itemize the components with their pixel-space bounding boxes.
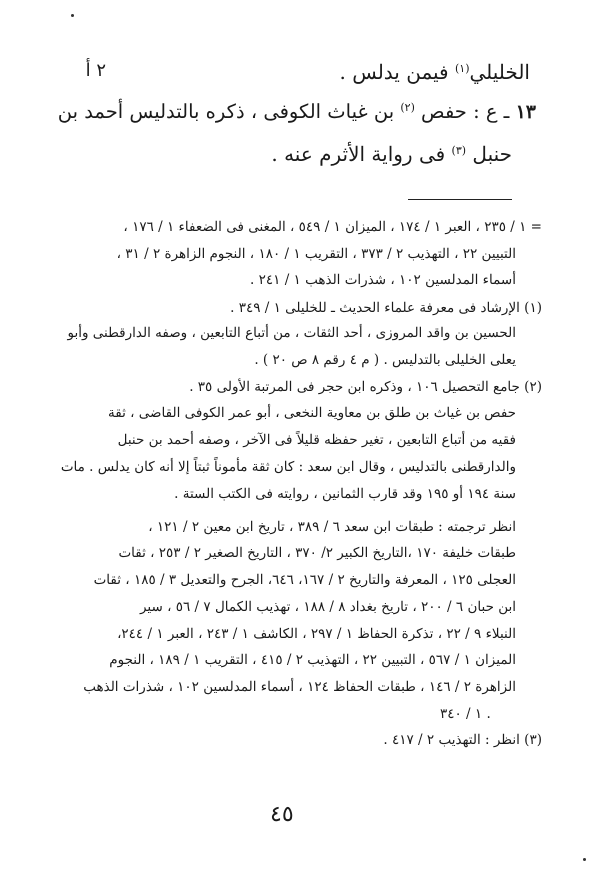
footnote-ref-2: (٢) bbox=[400, 101, 415, 114]
footnote-line: (٢) جامع التحصيل ١٠٦ ، وذكره ابن حجر فى المرتبة الأولى ٣٥ . bbox=[189, 379, 542, 395]
scan-speck bbox=[71, 14, 74, 17]
footnote-line: النبلاء ٩ / ٢٢ ، تذكرة الحفاظ ١ / ٢٩٧ ، الكاشف ١ / ٢٤٣ ، العبر ١ / ٢٤٤، bbox=[117, 626, 516, 642]
entry-13-text-c: حنبل bbox=[466, 142, 512, 166]
footnote-ref-3: (٣) bbox=[451, 144, 467, 157]
footnote-line: انظر ترجمته : طبقات ابن سعد ٦ / ٣٨٩ ، تاريخ ابن معين ٢ / ١٢١ ، bbox=[148, 519, 516, 535]
footnote-line: = ١ / ٢٣٥ ، العبر ١ / ١٧٤ ، الميزان ١ / ٥٤٩ ، المغنى فى الضعفاء ١ / ١٧٦ ، bbox=[123, 219, 542, 235]
footnote-line: (٣) انظر : التهذيب ٢ / ٤١٧ . bbox=[383, 732, 542, 748]
footnote-line: حفص بن غياث بن طلق بن معاوية النخعى ، أبو عمر الكوفى القاضى ، ثقة bbox=[108, 405, 516, 421]
footnote-line: الحسين بن واقد المروزى ، أحد الثقات ، من أتباع التابعين ، وصفه الدارقطنى وأبو bbox=[67, 325, 516, 341]
footnote-line: فقيه من أتباع التابعين ، تغير حفظه قليلاً فى الآخر ، وصفه أحمد بن حنبل bbox=[117, 432, 516, 448]
footnote-line: التبيين ٢٢ ، التهذيب ٢ / ٣٧٣ ، التقريب ١ / ١٨٠ ، النجوم الزاهرة ٢ / ٣١ ، bbox=[116, 246, 516, 262]
footnote-line: طبقات خليفة ١٧٠ ،التاريخ الكبير ٢/ ٣٧٠ ، التاريخ الصغير ٢ / ٢٥٣ ، ثقات bbox=[118, 545, 516, 561]
footnote-separator bbox=[408, 199, 512, 200]
footnote-line: يعلى الخليلى بالتدليس . ( م ٤ رقم ٨ ص ٢٠ ) . bbox=[254, 352, 516, 368]
footnote-line: الزاهرة ٢ / ١٤٦ ، طبقات الحفاظ ١٢٤ ، أسماء المدلسين ١٠٢ ، شذرات الذهب bbox=[83, 679, 516, 695]
entry-13-text-a: ـ ع : حفص bbox=[414, 100, 516, 123]
entry-13-text-b: بن غياث الكوفى ، ذكره بالتدليس أحمد بن bbox=[57, 100, 401, 123]
footnote-line: والدارقطنى بالتدليس ، وقال ابن سعد : كان ثقة مأموناً ثبتاً إلا أنه كان يدلس . مات bbox=[60, 459, 516, 475]
entry-13-line-2 bbox=[271, 142, 512, 166]
footnote-line: العجلى ١٢٥ ، المعرفة والتاريخ ٢ / ١٦٧، ٦٤٦، الجرح والتعديل ٣ / ١٨٥ ، ثقات bbox=[93, 572, 516, 588]
page-number: ٤٥ bbox=[270, 802, 294, 827]
main-line-1-after: فيمن يدلس . bbox=[339, 60, 455, 84]
footnote-line: ١ / ٣٤٠ . bbox=[440, 706, 491, 722]
main-line-1-before: الخليلي bbox=[469, 60, 530, 84]
footnote-line: سنة ١٩٤ أو ١٩٥ وقد قارب الثمانين ، روايته فى الكتب الستة . bbox=[174, 486, 516, 502]
footnote-line: الميزان ١ / ٥٦٧ ، التبيين ٢٢ ، التهذيب ٢ / ٤١٥ ، التقريب ١ / ١٨٩ ، النجوم bbox=[109, 652, 516, 668]
footnote-line: ابن حبان ٦ / ٢٠٠ ، تاريخ بغداد ٨ / ١٨٨ ، تهذيب الكمال ٧ / ٥٦ ، سير bbox=[139, 599, 516, 615]
main-line-1 bbox=[330, 62, 530, 82]
entry-13-line-1 bbox=[57, 100, 536, 123]
entry-13-text-d: فى رواية الأثرم عنه . bbox=[271, 142, 452, 166]
footnote-line: (١) الإرشاد فى معرفة علماء الحديث ـ للخليلى ١ / ٣٤٩ . bbox=[230, 300, 542, 316]
scan-speck bbox=[583, 858, 586, 861]
corner-mark: ٢ أ bbox=[85, 60, 106, 81]
footnote-ref-1: (١) bbox=[454, 62, 470, 75]
footnote-line: أسماء المدلسين ١٠٢ ، شذرات الذهب ١ / ٢٤١ . bbox=[250, 272, 516, 288]
entry-number: ١٣ bbox=[515, 101, 536, 123]
